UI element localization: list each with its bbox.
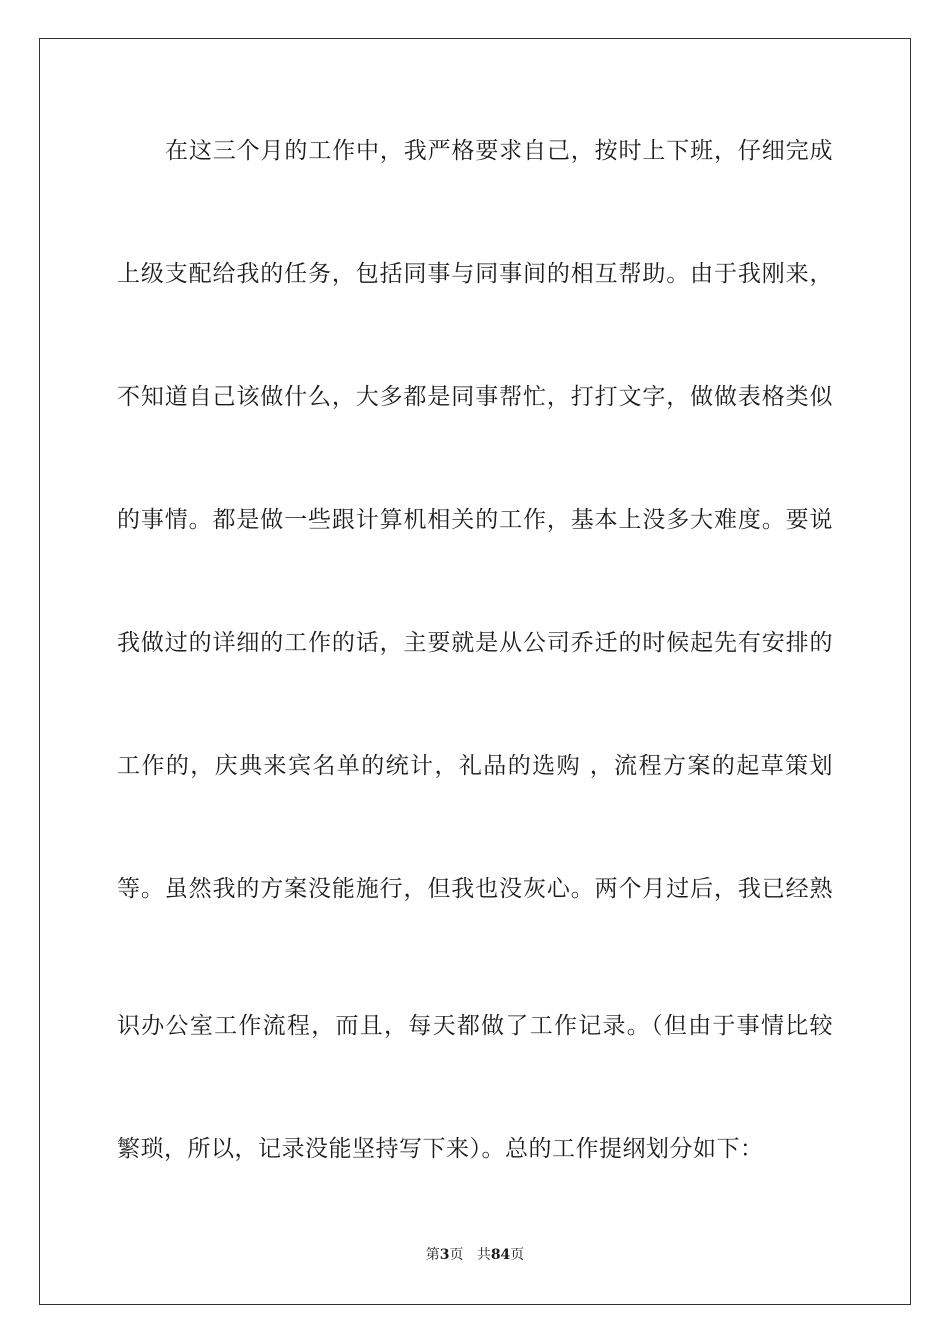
total-suffix: 页 [510, 1247, 525, 1263]
total-prefix: 共 [476, 1247, 491, 1263]
page-prefix: 第 [425, 1247, 440, 1263]
paragraph-line: 不知道自己该做什么，大多都是同事帮忙，打打文字，做做表格类似 [117, 384, 833, 410]
paragraph-line: 工作的，庆典来宾名单的统计，礼品的选购 ，流程方案的起草策划 [117, 753, 833, 779]
paragraph-line: 识办公室工作流程，而且，每天都做了工作记录。（但由于事情比较 [117, 1013, 833, 1039]
paragraph-line: 在这三个月的工作中，我严格要求自己，按时上下班，仔细完成 [165, 138, 833, 164]
paragraph-line: 繁琐，所以，记录没能坚持写下来）。总的工作提纲划分如下： [117, 1136, 764, 1162]
paragraph-line: 等。虽然我的方案没能施行，但我也没灰心。两个月过后，我已经熟 [117, 876, 833, 902]
paragraph-line: 我做过的详细的工作的话，主要就是从公司乔迁的时候起先有安排的 [117, 630, 833, 656]
paragraph-line: 上级支配给我的任务，包括同事与同事间的相互帮助。由于我刚来， [117, 261, 833, 287]
page-number: 3 [439, 1247, 450, 1263]
paragraph-line: 的事情。都是做一些跟计算机相关的工作，基本上没多大难度。要说 [117, 507, 833, 533]
page-border [39, 38, 911, 1305]
page-suffix: 页 [449, 1247, 464, 1263]
total-pages: 84 [490, 1247, 511, 1263]
page-footer [0, 1245, 950, 1265]
